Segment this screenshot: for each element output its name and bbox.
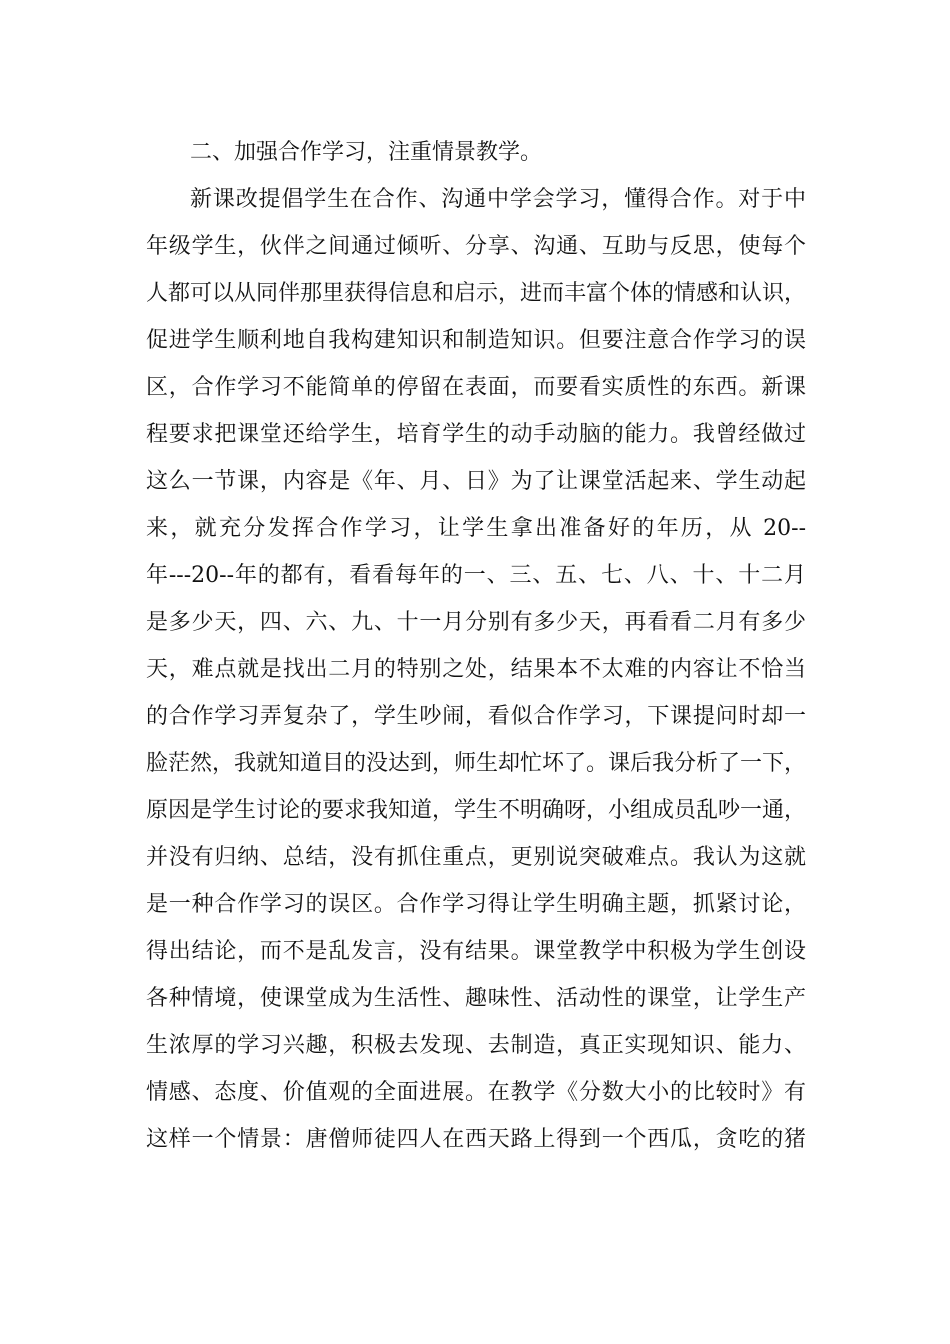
paragraph-line: 程要求把课堂还给学生，培育学生的动手动脑的能力。我曾经做过	[146, 422, 806, 447]
paragraph-line: 情感、态度、价值观的全面进展。在教学《分数大小的比较时》有	[146, 1080, 806, 1105]
paragraph-line: 年---20--年的都有，看看每年的一、三、五、七、八、十、十二月	[146, 563, 806, 588]
paragraph-line: 是一种合作学习的误区。合作学习得让学生明确主题，抓紧讨论，	[146, 892, 806, 917]
paragraph-line: 新课改提倡学生在合作、沟通中学会学习，懂得合作。对于中	[190, 187, 806, 212]
paragraph-line: 天，难点就是找出二月的特别之处，结果本不太难的内容让不恰当	[146, 657, 806, 682]
paragraph-line: 年级学生，伙伴之间通过倾听、分享、沟通、互助与反思，使每个	[146, 234, 806, 259]
paragraph-line: 生浓厚的学习兴趣，积极去发现、去制造，真正实现知识、能力、	[146, 1033, 806, 1058]
paragraph-line: 促进学生顺利地自我构建知识和制造知识。但要注意合作学习的误	[146, 328, 806, 353]
section-heading: 二、加强合作学习，注重情景教学。	[190, 140, 543, 165]
paragraph-line: 这么一节课，内容是《年、月、日》为了让课堂活起来、学生动起	[146, 469, 806, 494]
paragraph-line: 这样一个情景：唐僧师徒四人在西天路上得到一个西瓜，贪吃的猪	[146, 1127, 806, 1152]
paragraph-line: 人都可以从同伴那里获得信息和启示，进而丰富个体的情感和认识，	[146, 281, 807, 306]
paragraph-line: 各种情境，使课堂成为生活性、趣味性、活动性的课堂，让学生产	[146, 986, 806, 1011]
paragraph-line: 得出结论，而不是乱发言，没有结果。课堂教学中积极为学生创设	[146, 939, 806, 964]
paragraph-line: 是多少天，四、六、九、十一月分别有多少天，再看看二月有多少	[146, 610, 806, 635]
paragraph-line: 并没有归纳、总结，没有抓住重点，更别说突破难点。我认为这就	[146, 845, 806, 870]
paragraph-line: 的合作学习弄复杂了，学生吵闹，看似合作学习，下课提问时却一	[146, 704, 806, 729]
paragraph-line: 区，合作学习不能简单的停留在表面，而要看实质性的东西。新课	[146, 375, 806, 400]
paragraph-line: 来，就充分发挥合作学习，让学生拿出准备好的年历，从 20--	[146, 516, 806, 541]
paragraph-line: 原因是学生讨论的要求我知道，学生不明确呀，小组成员乱吵一通，	[146, 798, 807, 823]
paragraph-line: 脸茫然，我就知道目的没达到，师生却忙坏了。课后我分析了一下，	[146, 751, 807, 776]
